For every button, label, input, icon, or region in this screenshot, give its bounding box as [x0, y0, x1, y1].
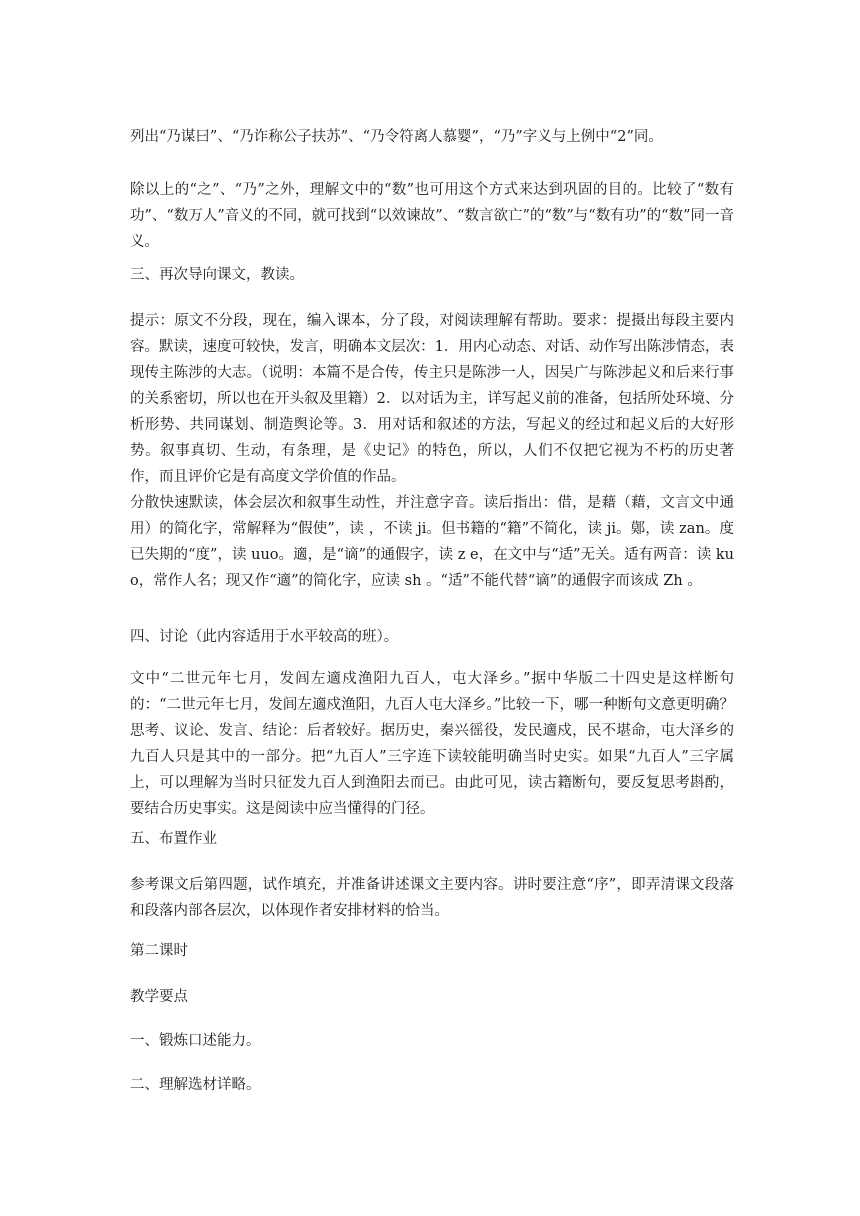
paragraph-pronunciation: 分散快速默读，体会层次和叙事生动性，并注意字音。读后指出：借，是藉（藉，文言文中通用）的简化字，常解释为“假使”，读 ，不读 ji。但书籍的“籍”不简化，读 ji。鄚，读 zan。度已失期的“度”，读 uuo。適，是“谪”的通假字，读 z e，在文中与“适”无关。适有两音：读 kuo，常作人名；现又作“適”的简化字，应读 sh 。“适”不能代替“谪”的通假字而该成 Zh 。 — [130, 495, 734, 589]
teaching-points-heading: 教学要点 — [130, 989, 188, 1005]
teaching-point-2: 二、理解选材详略。 — [130, 1077, 261, 1093]
teaching-point-1: 一、锻炼口述能力。 — [130, 1033, 261, 1049]
section-heading-5: 五、布置作业 — [130, 831, 217, 847]
paragraph-discussion: 文中“二世元年七月，发闾左適戍渔阳九百人，屯大泽乡。”据中华版二十四史是这样断句的：“二世元年七月，发闾左適戍渔阳，九百人屯大泽乡。”比较一下，哪一种断句文意更明确？思考、议论、发言、结论：后者较好。据历史，秦兴徭役，发民適戍，民不堪命，屯大泽乡的九百人只是其中的一部分。把“九百人”三字连下读较能明确当时史实。如果“九百人”三字属上，可以理解为当时只征发九百人到渔阳去而已。由此可见，读古籍断句，要反复思考斟酌，要结合历史事实。这是阅读中应当懂得的门径。 — [130, 671, 734, 817]
section-heading-4: 四、讨论（此内容适用于水平较高的班）。 — [130, 629, 399, 645]
paragraph-hint-structure: 提示：原文不分段，现在，编入课本，分了段，对阅读理解有帮助。要求：提摄出每段主要内容。默读，速度可较快，发言，明确本文层次：1．用内心动态、对话、动作写出陈涉情态，表现传主陈涉的大志。（说明：本篇不是合传，传主只是陈涉一人，因吴广与陈涉起义和后来行事的关系密切，所以也在开头叙及里籍）2．以对话为主，详写起义前的准备，包括所处环境、分析形势、共同谋划、制造舆论等。3．用对话和叙述的方法，写起义的经过和起义后的大好形势。叙事真切、生动，有条理，是《史记》的特色，所以，人们不仅把它视为不朽的历史著作，而且评价它是有高度文学价值的作品。 — [130, 313, 734, 485]
paragraph-homework: 参考课文后第四题，试作填充，并准备讲述课文主要内容。讲时要注意“序”，即弄清课文段落和段落内部各层次，以体现作者安排材料的恰当。 — [130, 877, 734, 919]
lesson-heading-second: 第二课时 — [130, 943, 188, 959]
section-heading-3: 三、再次导向课文，教读。 — [130, 267, 304, 283]
paragraph-shu-meaning: 除以上的“之”、“乃”之外，理解文中的“数”也可用这个方式来达到巩固的目的。比较了“数有功”、“数万人”音义的不同，就可找到“以效谏故”、“数言欲亡”的“数”与“数有功”的“数”同一音义。 — [130, 182, 734, 250]
paragraph-nai-examples: 列出“乃谋曰”、“乃诈称公子扶苏”、“乃令符离人慕婴”，“乃”字义与上例中“2”同。 — [130, 129, 663, 145]
